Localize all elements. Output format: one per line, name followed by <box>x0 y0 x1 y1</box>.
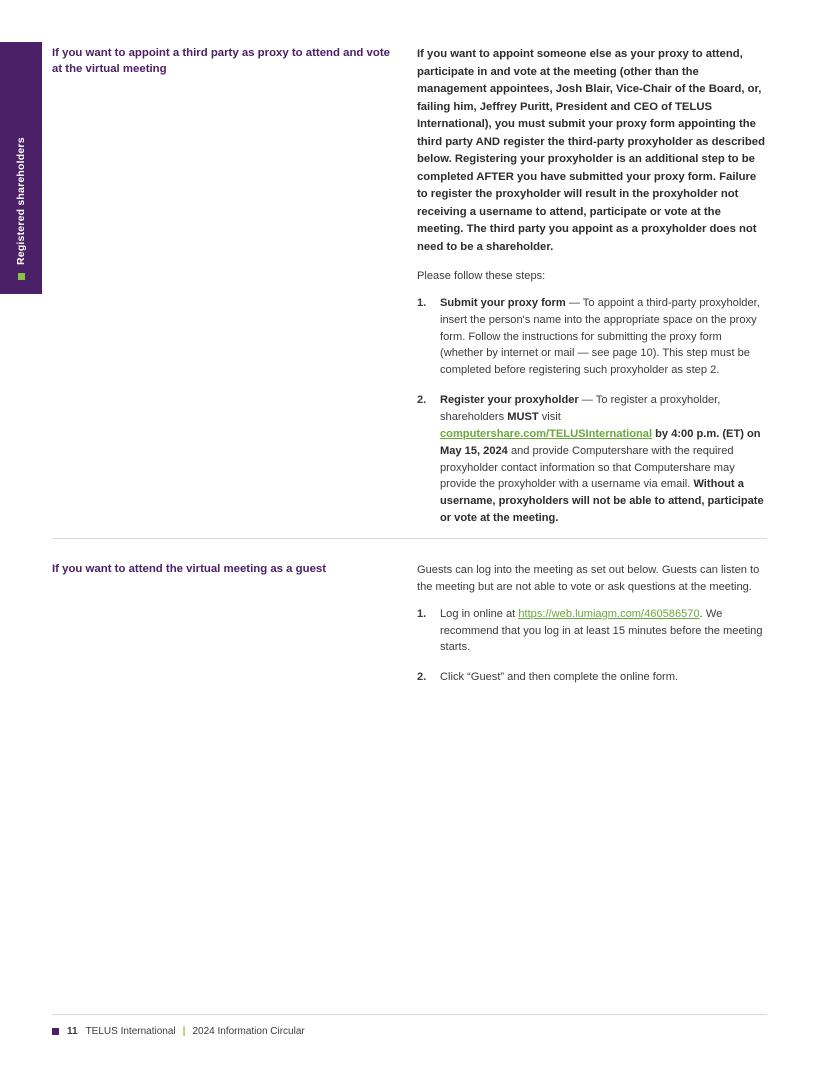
step-text-b: . We recommend that you log in at least 15 minutes before the meeting starts. <box>440 607 763 654</box>
section-heading: If you want to attend the virtual meeting as a guest <box>52 563 327 575</box>
step-number: 2. <box>417 671 427 684</box>
section-heading: If you want to appoint a third party as proxy to attend and vote at the virtual meeting <box>52 47 390 75</box>
footer-page-number: 11 <box>67 1026 78 1037</box>
list-item <box>417 606 767 657</box>
step-bold-tail: Without a username, proxyholders will not be able to attend, participate or vote at the meeting. <box>440 478 764 525</box>
section-third-party-proxy <box>52 46 767 540</box>
section-body-column <box>417 562 767 699</box>
step-text-a: Log in online at <box>440 607 519 620</box>
computershare-link[interactable]: computershare.com/TELUSInternational <box>440 427 653 440</box>
footer-separator: | <box>182 1026 186 1037</box>
section-heading-column <box>52 562 417 699</box>
bullet-square-icon <box>18 273 25 280</box>
steps-list <box>417 295 767 527</box>
step-title: Register your proxyholder <box>440 394 579 407</box>
section-tab-registered-shareholders <box>0 42 42 294</box>
section-intro-text: Please follow these steps: <box>417 270 546 282</box>
section-lead-paragraph: If you want to appoint someone else as your proxy to attend, participate in and vote at the meeting (other than the management appointees, Josh Blair, Vice-Chair of the Board, or, failing him, Jeffrey Puritt, President and CEO of TELUS International), you must submit your proxy form appointing the third party AND register the third-party proxyholder as described below. Registering your proxyholder is an additional step to be completed AFTER you have submitted your proxy form. Failure to register the proxyholder will result in the proxyholder not receiving a username to attend, participate or vote at the meeting. The third party you appoint as a proxyholder does not need to be a shareholder. <box>417 48 765 253</box>
step-text-d: and provide Computershare with the required proxyholder contact information so that Computershare may provide the proxyholder with a username via email. <box>440 444 735 491</box>
section-heading-column <box>52 46 417 540</box>
section-body-paragraph: Guests can log into the meeting as set out below. Guests can listen to the meeting but are not able to vote or ask questions at the meeting. <box>417 564 760 593</box>
step-text-c: by <box>652 427 672 440</box>
section-divider <box>52 538 767 539</box>
step-title: Submit your proxy form <box>440 296 566 309</box>
step-text: Click “Guest” and then complete the online form. <box>440 671 679 684</box>
footer-document-title: 2024 Information Circular <box>192 1026 305 1037</box>
steps-list <box>417 606 767 686</box>
footer-company: TELUS International <box>85 1026 176 1037</box>
step-number: 1. <box>417 296 427 309</box>
footer-divider <box>52 1014 767 1015</box>
list-item <box>417 295 767 379</box>
step-text-b: visit <box>538 411 561 424</box>
section-tab-label: Registered shareholders <box>15 137 27 265</box>
page-footer <box>52 1026 767 1037</box>
step-deadline: 4:00 p.m. (ET) on May 15, 2024 <box>440 427 761 457</box>
step-text: — To appoint a third-party proxyholder, insert the person's name into the appropriate space on the proxy form. Follow the instructions for submitting the proxy form (whether by internet or mail — see page 10). This step must be completed before registering such proxyholder as step 2. <box>440 296 760 377</box>
section-attend-as-guest <box>52 562 767 699</box>
step-text-a: — To register a proxyholder, shareholders <box>440 394 721 424</box>
list-item <box>417 669 767 686</box>
step-number: 2. <box>417 394 427 407</box>
list-item <box>417 392 767 527</box>
step-emphasis-must: MUST <box>507 411 539 424</box>
section-body-column <box>417 46 767 540</box>
bullet-square-icon <box>52 1028 59 1035</box>
lumiagm-link[interactable]: https://web.lumiagm.com/460586570 <box>518 607 700 620</box>
step-number: 1. <box>417 607 427 620</box>
